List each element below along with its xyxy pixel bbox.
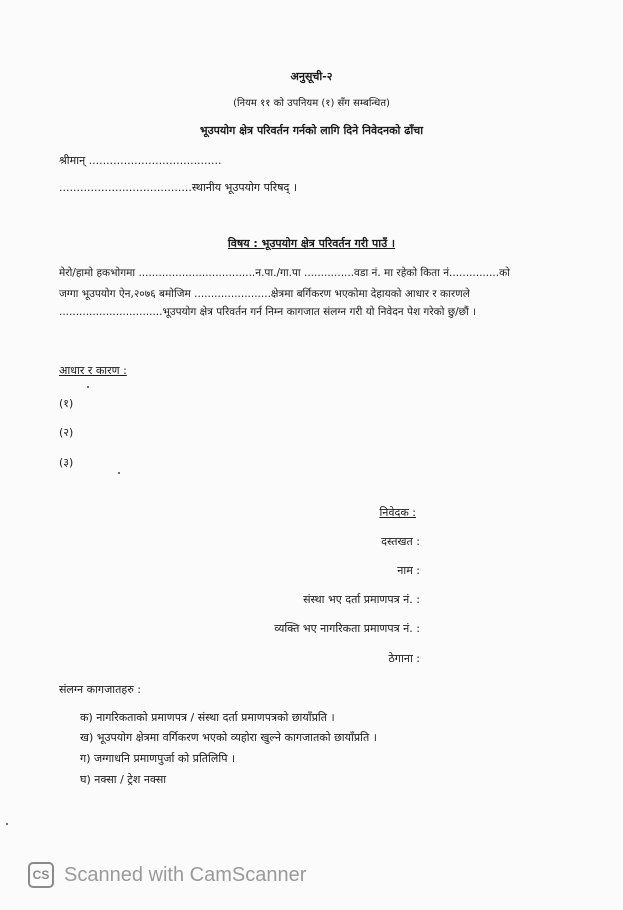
attachments-heading: संलग्न कागजातहरु : bbox=[59, 683, 141, 696]
watermark-text: Scanned with CamScanner bbox=[64, 863, 307, 886]
applicant-citizenship-field: व्यक्ति भए नागरिकता प्रमाणपत्र नं. : bbox=[274, 622, 420, 635]
form-title: भूउपयोग क्षेत्र परिवर्तन गर्नको लागि दिने निवेदनको ढाँचा bbox=[199, 124, 424, 137]
attachment-item: ख) भूउपयोग क्षेत्रमा वर्गिकरण भएको व्यहोरा खुल्ने कागजातको छायाँप्रति । bbox=[80, 731, 377, 744]
reasons-heading: आधार र कारण : bbox=[59, 364, 127, 377]
address-line-2: ......................................स्थानीय भूउपयोग परिषद् । bbox=[59, 181, 298, 194]
schedule-heading: अनुसूची-२ bbox=[290, 70, 333, 83]
applicant-signature-field: दस्तखत : bbox=[381, 535, 420, 548]
applicant-address-field: ठेगाना : bbox=[388, 652, 420, 665]
scan-speck bbox=[118, 472, 120, 474]
camscanner-logo-icon: CS bbox=[28, 862, 54, 888]
applicant-org-reg-field: संस्था भए दर्ता प्रमाणपत्र नं. : bbox=[303, 593, 420, 606]
camscanner-watermark bbox=[28, 862, 306, 888]
scan-speck bbox=[87, 386, 89, 388]
applicant-name-field: नाम : bbox=[397, 564, 420, 577]
body-line-1: मेरो/हामो हकभोगमा ...................................न.पा./गा.पा ...............वडा नं. मा रहेको किता नं...............को bbox=[59, 267, 510, 279]
attachment-item: क) नागरिकताको प्रमाणपत्र / संस्था दर्ता प्रमाणपत्रको छायाँप्रति । bbox=[80, 711, 335, 724]
body-line-2: जग्गा भूउपयोग ऐन,२०७६ बमोजिम .......................क्षेत्रमा बर्गिकरण भएकोमा देहायको आधार र कारणले bbox=[59, 288, 470, 300]
subject-line: विषय : भूउपयोग क्षेत्र परिवर्तन गरी पाउँ । bbox=[227, 237, 396, 250]
attachment-item: ग) जग्गाधनि प्रमाणपुर्जा को प्रतिलिपि । bbox=[80, 752, 236, 765]
address-line-1: श्रीमान् ...................................... bbox=[59, 154, 222, 167]
reason-item: (३) bbox=[59, 456, 74, 469]
reason-item: (१) bbox=[59, 397, 74, 410]
attachment-item: घ) नक्सा / ट्रेश नक्सा bbox=[80, 773, 167, 786]
applicant-heading: निवेदक : bbox=[379, 506, 416, 519]
reason-item: (२) bbox=[59, 426, 74, 439]
rule-reference: (नियम ११ को उपनियम (१) सँग सम्बन्धित) bbox=[233, 98, 390, 109]
scan-speck bbox=[6, 823, 8, 825]
body-line-3: ...............................भूउपयोग क्षेत्र परिवर्तन गर्न निम्न कागजात संलग्न गरी यो निवेदन पेश गरेको छु/छौं । bbox=[59, 306, 477, 318]
